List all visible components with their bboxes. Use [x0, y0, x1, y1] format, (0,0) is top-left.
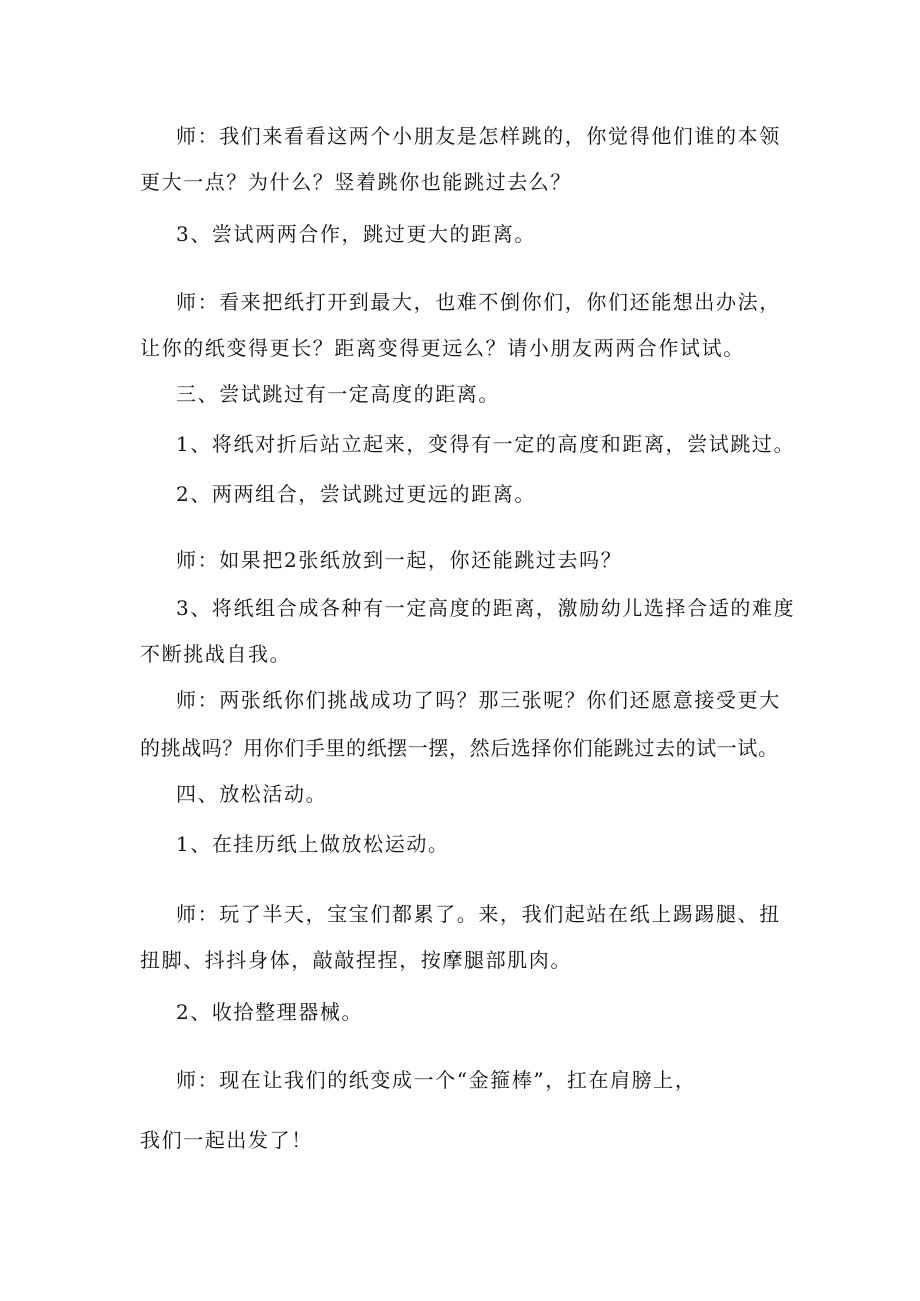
paragraph-line: 师：现在让我们的纸变成一个“金箍棒”，扛在肩膀上， [176, 1068, 697, 1092]
section-step: 1、在挂历纸上做放松运动。 [176, 832, 450, 856]
paragraph-line: 让你的纸变得更长？距离变得更远么？请小朋友两两合作试试。 [140, 336, 745, 360]
paragraph-line: 师：玩了半天，宝宝们都累了。来，我们起站在纸上踢踢腿、扭 [176, 902, 781, 926]
paragraph-line: 师：如果把2张纸放到一起，你还能跳过去吗？ [176, 548, 623, 572]
paragraph-line: 师：我们来看看这两个小朋友是怎样跳的，你觉得他们谁的本领 [176, 124, 781, 148]
paragraph-line: 我们一起出发了！ [140, 1128, 313, 1152]
paragraph-line: 不断挑战自我。 [140, 642, 292, 666]
section-heading: 四、放松活动。 [176, 782, 328, 806]
section-step: 3、尝试两两合作，跳过更大的距离。 [176, 222, 536, 246]
section-step: 2、两两组合，尝试跳过更远的距离。 [176, 482, 536, 506]
paragraph-line: 师：看来把纸打开到最大，也难不倒你们，你们还能想出办法， [176, 290, 781, 314]
paragraph-line: 更大一点？为什么？竖着跳你也能跳过去么？ [140, 170, 572, 194]
section-step: 3、将纸组合成各种有一定高度的距离，激励幼儿选择合适的难度 [176, 596, 796, 620]
section-step: 1、将纸对折后站立起来，变得有一定的高度和距离，尝试跳过。 [176, 432, 796, 456]
section-heading: 三、尝试跳过有一定高度的距离。 [176, 382, 500, 406]
section-step: 2、收拾整理器械。 [176, 1000, 364, 1024]
paragraph-line: 的挑战吗？用你们手里的纸摆一摆，然后选择你们能跳过去的试一试。 [140, 736, 779, 760]
paragraph-line: 扭脚、抖抖身体，敲敲捏捏，按摩腿部肌肉。 [140, 948, 572, 972]
paragraph-line: 师：两张纸你们挑战成功了吗？那三张呢？你们还愿意接受更大 [176, 688, 781, 712]
